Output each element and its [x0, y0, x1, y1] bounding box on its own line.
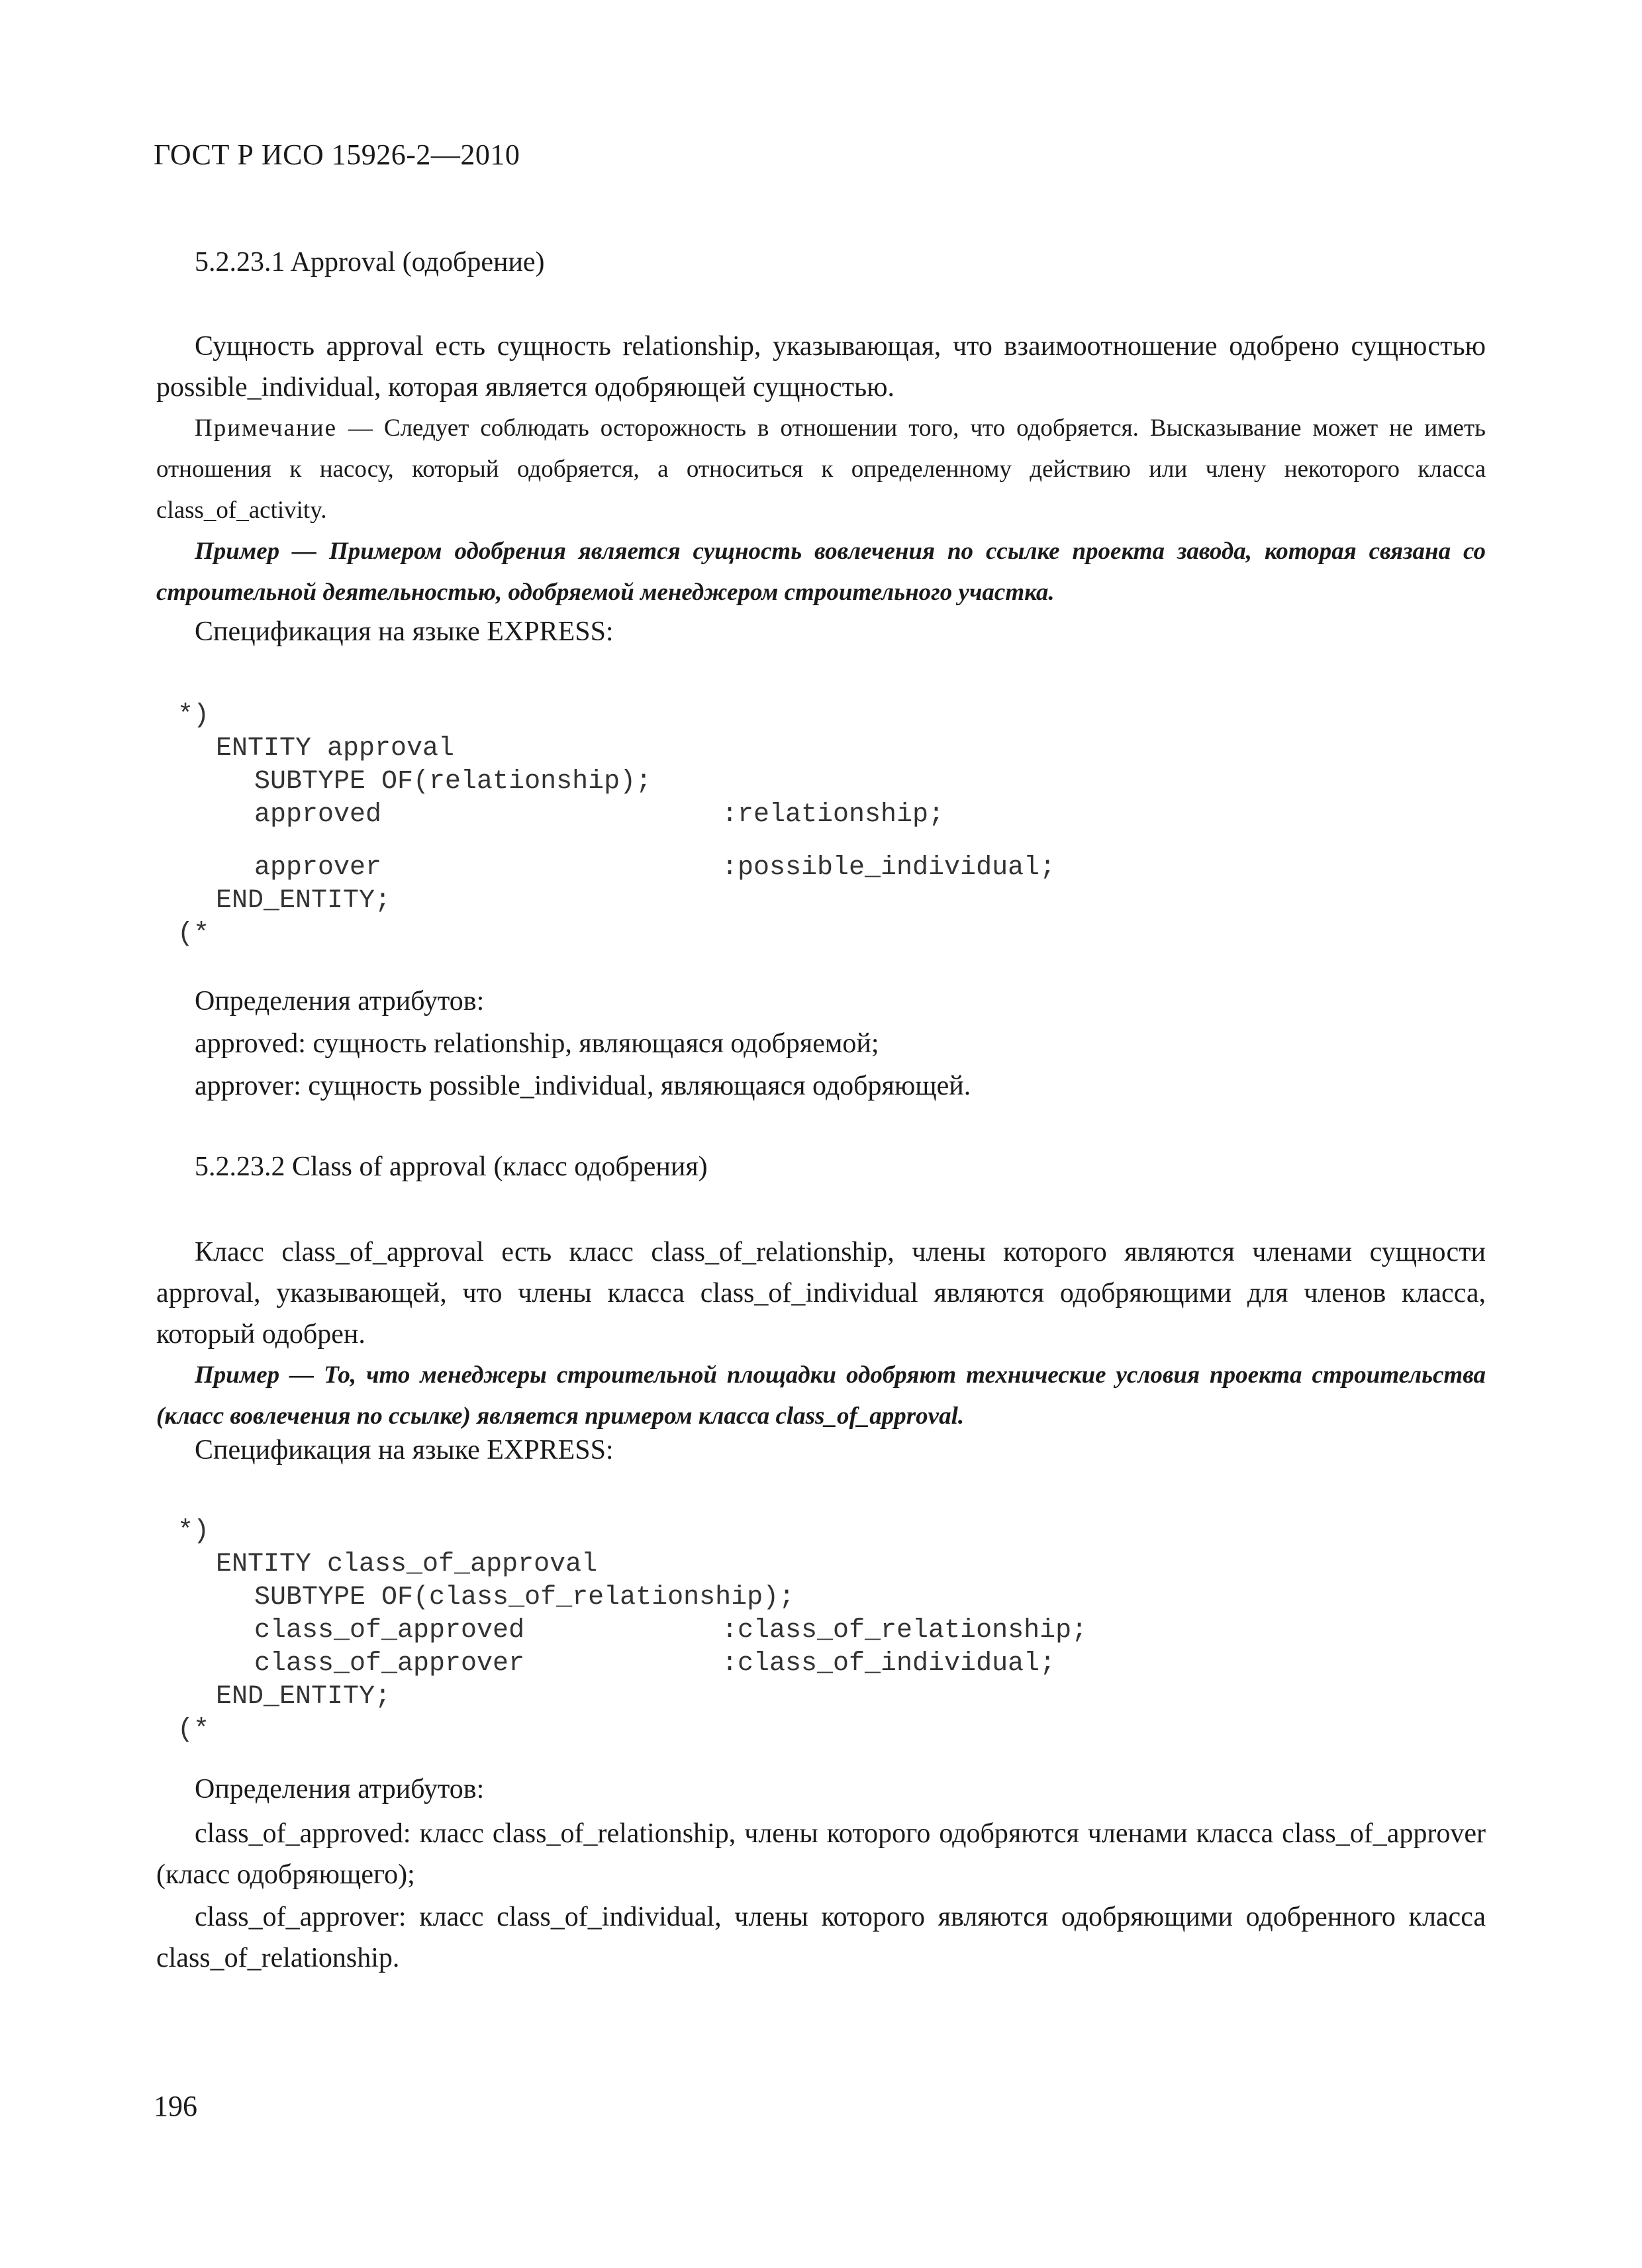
attr-def-class-of-approved: class_of_approved: класс class_of_relationship, члены которого одобряются членами класса class_of_approver (класс одобряющего); [156, 1818, 1486, 1890]
code-attr-name: approver [254, 853, 382, 883]
code-entity: ENTITY class_of_approval [216, 1550, 598, 1579]
page-number: 196 [154, 2090, 197, 2122]
example-class-of-approval: Пример — То, что менеджеры строительной площадки одобряют технические условия проекта строительства (класс вовлечения по ссылке) является примером класса class_of_approval. [156, 1361, 1486, 1430]
section-heading-class-of-approval: 5.2.23.2 Class of approval (класс одобрения) [195, 1152, 708, 1182]
code-attr-name: class_of_approver [254, 1649, 525, 1679]
code-entity: ENTITY approval [216, 734, 455, 764]
attr-def-class-of-approver: class_of_approver: класс class_of_individual, члены которого являются одобряющими одобренного класса class_of_relationship. [156, 1902, 1486, 1973]
code-attr-type: :class_of_individual; [722, 1649, 1056, 1679]
code-end-entity: END_ENTITY; [216, 886, 391, 916]
attr-defs-label: Определения атрибутов: [195, 986, 485, 1016]
code-open: *) [177, 701, 210, 730]
section-body-approval: Сущность approval есть сущность relationship, указывающая, что взаимоотношение одобрено сущностью possible_individual, которая является одобряющей сущностью. [156, 331, 1486, 403]
section-heading-approval: 5.2.23.1 Approval (одобрение) [195, 247, 545, 277]
attr-def-approver: approver: сущность possible_individual, являющаяся одобряющей. [195, 1071, 971, 1101]
spec-label-approval: Спецификация на языке EXPRESS: [195, 616, 614, 647]
code-attr-type: :class_of_relationship; [722, 1616, 1088, 1646]
attr-defs-label: Определения атрибутов: [195, 1774, 485, 1804]
code-open: *) [177, 1516, 210, 1546]
code-attr-type: :possible_individual; [722, 853, 1056, 883]
code-end-entity: END_ENTITY; [216, 1682, 391, 1712]
section-body-class-of-approval: Класс class_of_approval есть класс class_of_relationship, члены которого являются членами сущности approval, указывающей, что члены класса class_of_individual являются одобряющими для членов класса, который одобрен. [156, 1237, 1486, 1350]
code-attr-name: class_of_approved [254, 1616, 525, 1646]
code-attr-name: approved [254, 800, 382, 830]
attr-def-approved: approved: сущность relationship, являющаяся одобряемой; [195, 1028, 879, 1059]
note-approval [156, 408, 1486, 531]
example-approval: Пример — Примером одобрения является сущность вовлечения по ссылке проекта завода, которая связана со строительной деятельностью, одобряемой менеджером строительного участка. [156, 538, 1486, 606]
note-text: — Следует соблюдать осторожность в отношении того, что одобряется. Высказывание может не иметь отношения к насосу, который одобряется, а относиться к определенному действию или члену некоторого класса class_of_activity. [156, 415, 1486, 524]
page-header: ГОСТ Р ИСО 15926-2—2010 [154, 138, 520, 171]
spec-label-class-of-approval: Спецификация на языке EXPRESS: [195, 1435, 614, 1465]
note-label: Примечание [195, 415, 337, 442]
code-close: (* [177, 1715, 210, 1745]
code-subtype: SUBTYPE OF(class_of_relationship); [254, 1583, 795, 1612]
code-subtype: SUBTYPE OF(relationship); [254, 767, 652, 797]
code-close: (* [177, 919, 210, 949]
code-attr-type: :relationship; [722, 800, 945, 830]
